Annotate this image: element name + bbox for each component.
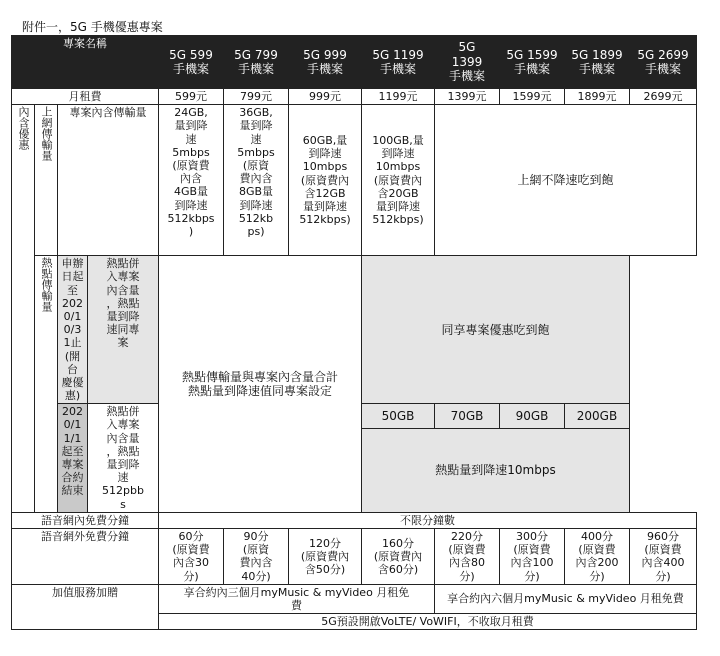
hotspot-shared: 熱點傳輸量與專案內含量合計 熱點量到降速值同專案設定 bbox=[159, 256, 362, 513]
footer-note: 5G預設開啟VoLTE/ VoWIFI，不收取月租費 bbox=[159, 614, 697, 630]
plan-header-599: 5G 599 手機案 bbox=[159, 36, 224, 89]
header-row bbox=[12, 36, 697, 89]
monthly-fee-label: 月租費 bbox=[12, 89, 159, 105]
fee-599: 599元 bbox=[159, 89, 224, 105]
hotspot-label bbox=[35, 256, 58, 513]
monthly-fee-row bbox=[12, 89, 697, 105]
fee-999: 999元 bbox=[289, 89, 362, 105]
hotspot-cap-1599: 70GB bbox=[435, 404, 500, 429]
hotspot-period1-599: 熱點併 入專案 內含量 ，熱點 量到降 速同專 案 bbox=[88, 256, 159, 404]
vas-high: 享合約內六個月myMusic & myVideo 月租免費 bbox=[435, 584, 697, 613]
hotspot-period1-unlimited: 同享專案優惠吃到飽 bbox=[362, 256, 630, 404]
plan-table bbox=[11, 35, 697, 630]
voice-off-net-label: 語音網外免費分鐘 bbox=[12, 528, 159, 584]
fee-799: 799元 bbox=[224, 89, 289, 105]
plan-data-row bbox=[12, 105, 697, 256]
included-benefits-text: 內含優惠 bbox=[16, 106, 30, 151]
vas-label: 加值服務加贈 bbox=[12, 584, 159, 630]
fee-1599: 1599元 bbox=[500, 89, 565, 105]
plan-header-1399: 5G 1399 手機案 bbox=[435, 36, 500, 89]
plan-header-2699: 5G 2699 手機案 bbox=[630, 36, 697, 89]
document-caption: 附件一，5G 手機優惠專案 bbox=[22, 20, 163, 34]
voice-off-599: 60分 (原資費 內含30 分) bbox=[159, 528, 224, 584]
vas-row bbox=[12, 584, 697, 613]
voice-off-1599: 300分 (原資費 內含100 分) bbox=[500, 528, 565, 584]
plan-name-label: 專案名稱 bbox=[12, 36, 159, 89]
plan-data-599: 24GB, 量到降 速 5mbps (原資費 內含 4GB量 到降速 512kbps ) bbox=[159, 105, 224, 256]
voice-off-net-row bbox=[12, 528, 697, 584]
voice-off-1399: 220分 (原資費 內含80 分) bbox=[435, 528, 500, 584]
voice-off-1199: 160分 (原資費內 含60分) bbox=[362, 528, 435, 584]
plan-header-799: 5G 799 手機案 bbox=[224, 36, 289, 89]
plan-header-999: 5G 999 手機案 bbox=[289, 36, 362, 89]
fee-1899: 1899元 bbox=[565, 89, 630, 105]
hotspot-period2-599: 熱點併 入專案 內含量 ，熱點 量到降 速 512pbb s bbox=[88, 404, 159, 513]
voice-off-2699: 960分 (原資費 內含400 分) bbox=[630, 528, 697, 584]
hotspot-cap-2699: 200GB bbox=[565, 404, 630, 429]
fee-2699: 2699元 bbox=[630, 89, 697, 105]
plan-header-1599: 5G 1599 手機案 bbox=[500, 36, 565, 89]
hotspot-text: 熱點傳輸量 bbox=[39, 257, 53, 313]
voice-off-799: 90分 (原資 費內含 40分) bbox=[224, 528, 289, 584]
fee-1399: 1399元 bbox=[435, 89, 500, 105]
plan-header-1199: 5G 1199 手機案 bbox=[362, 36, 435, 89]
hotspot-throttle: 熱點量到降速10mbps bbox=[362, 429, 630, 512]
hotspot-cap-1899: 90GB bbox=[500, 404, 565, 429]
voice-off-1899: 400分 (原資費 內含200 分) bbox=[565, 528, 630, 584]
hotspot-cap-1399: 50GB bbox=[362, 404, 435, 429]
fee-1199: 1199元 bbox=[362, 89, 435, 105]
voice-off-999: 120分 (原資費內 含50分) bbox=[289, 528, 362, 584]
hotspot-period1-label: 申辦日起 至 2020/10/3 1止(開台 慶優惠) bbox=[58, 256, 88, 404]
plan-data-label: 專案內含傳輸量 bbox=[58, 105, 159, 256]
plan-data-799: 36GB, 量到降 速 5mbps (原資 費內含 8GB量 到降速 512kb ps) bbox=[224, 105, 289, 256]
hotspot-period1-row bbox=[12, 256, 697, 404]
included-benefits-label bbox=[12, 105, 35, 513]
plan-data-999: 60GB,量 到降速 10mbps (原資費內 含12GB 量到降速 512kbps) bbox=[289, 105, 362, 256]
voice-on-net-label: 語音網內免費分鐘 bbox=[12, 512, 159, 528]
plan-header-1899: 5G 1899 手機案 bbox=[565, 36, 630, 89]
internet-data-label bbox=[35, 105, 58, 256]
voice-on-net-value: 不限分鐘數 bbox=[159, 512, 697, 528]
internet-data-text: 上網傳輸量 bbox=[39, 106, 53, 162]
voice-on-net-row bbox=[12, 512, 697, 528]
unlimited-data: 上網不降速吃到飽 bbox=[435, 105, 697, 256]
plan-data-1199: 100GB,量 到降速 10mbps (原資費內 含20GB 量到降速 512kbps) bbox=[362, 105, 435, 256]
hotspot-period2-label: 2020/11/1 起至專案 合約結束 bbox=[58, 404, 88, 513]
vas-low: 享合約內三個月myMusic & myVideo 月租免 費 bbox=[159, 584, 435, 613]
